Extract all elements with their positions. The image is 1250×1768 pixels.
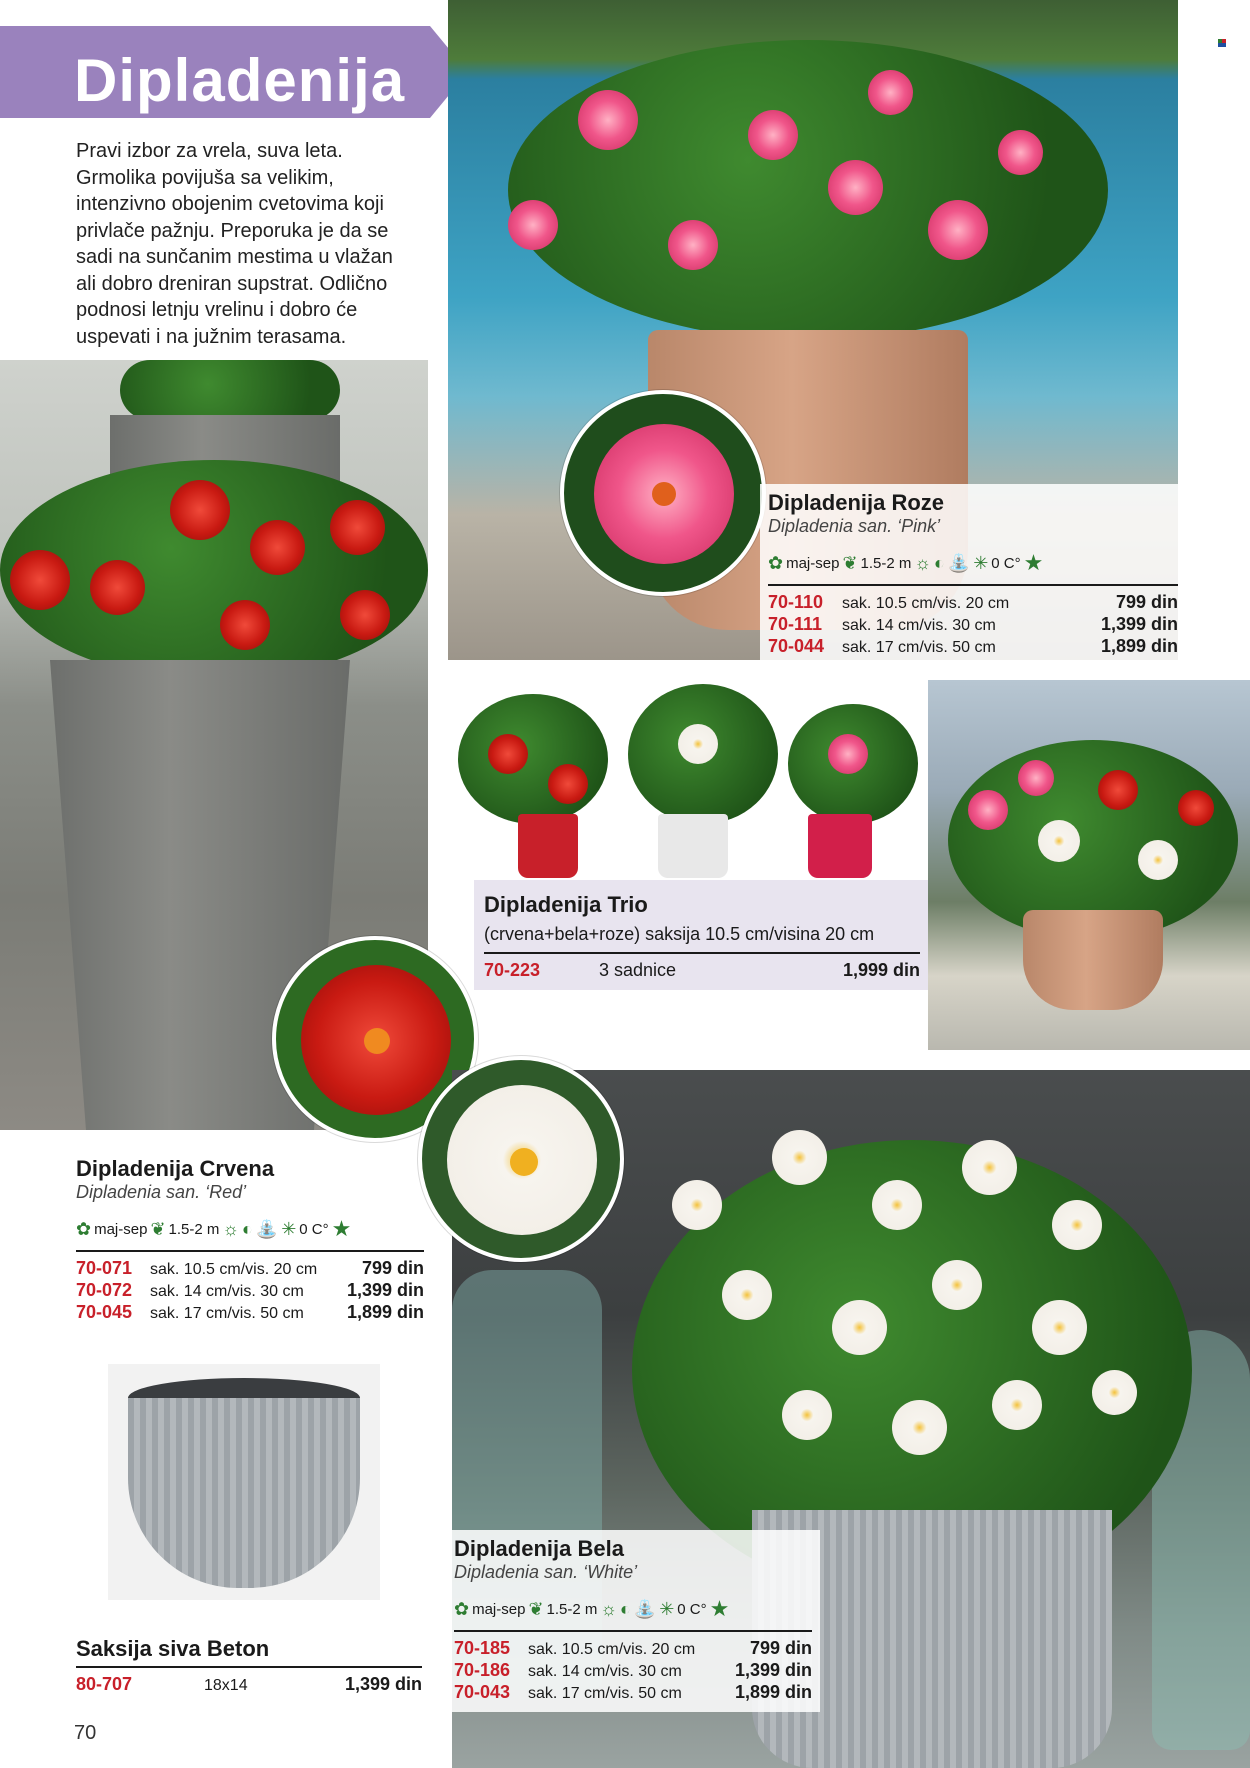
flower-icon: ✿ [768, 552, 784, 573]
min-temp: 0 C° [299, 1220, 329, 1238]
intro-text: Pravi izbor za vrela, suva leta. Grmolika povijuša sa velikim, intenzivno obojenim cvetovima koji privlače pažnju. Preporuka je da se sadi na sunčanim mestima u vlažan ali dobro dreniran supstrat. Odlično podnosi letnju vrelinu i dobro će uspevati i na južnim terasama. [76, 140, 393, 348]
price-row [768, 636, 1178, 658]
plant-height-icon: ❦ [842, 552, 858, 573]
price-row-trio [484, 960, 920, 982]
watering-can-icon: ⛲ [255, 1218, 279, 1239]
product-size: sak. 17 cm/vis. 50 cm [842, 639, 996, 656]
photo-dipladenija-mix [928, 680, 1250, 1050]
care-icons-crvena [76, 1216, 351, 1242]
star-icon: ★ [709, 1596, 730, 1621]
product-latin-crvena: Dipladenia san. ‘Red’ [76, 1182, 247, 1202]
product-size: sak. 10.5 cm/vis. 20 cm [528, 1641, 696, 1658]
divider-crvena [76, 1250, 424, 1252]
product-size: sak. 10.5 cm/vis. 20 cm [842, 595, 1010, 612]
divider-bela [454, 1630, 812, 1632]
plant-height-icon: ❦ [528, 1598, 544, 1619]
product-title-bela: Dipladenija Bela [454, 1536, 624, 1561]
divider-saksija [76, 1666, 422, 1668]
half-shade-icon: ◐ [619, 1598, 631, 1619]
page-title: Dipladenija [74, 47, 406, 114]
divider-trio [484, 952, 920, 954]
price-list-crvena [76, 1258, 424, 1324]
product-title-saksija: Saksija siva Beton [76, 1636, 270, 1661]
product-size: sak. 14 cm/vis. 30 cm [528, 1663, 682, 1680]
product-code: 70-223 [484, 960, 541, 980]
product-latin-bela: Dipladenia san. ‘White’ [454, 1562, 638, 1582]
closeup-pink-flower [560, 390, 766, 596]
product-size: sak. 17 cm/vis. 50 cm [150, 1305, 304, 1322]
price-list-bela [454, 1638, 812, 1704]
product-title-roze: Dipladenija Roze [768, 490, 945, 515]
watering-can-icon: ⛲ [633, 1598, 657, 1619]
product-price: 1,399 din [1100, 614, 1178, 634]
product-code: 70-111 [768, 614, 823, 634]
half-shade-icon: ◐ [241, 1218, 253, 1239]
product-price: 1,399 din [344, 1674, 422, 1694]
product-price: 799 din [361, 1258, 424, 1278]
star-icon: ★ [331, 1216, 352, 1241]
bloom-period: maj-sep [472, 1600, 526, 1618]
product-code: 80-707 [76, 1674, 133, 1694]
photo-saksija-siva-beton [108, 1364, 380, 1600]
product-code: 70-072 [76, 1280, 133, 1300]
closeup-white-flower [418, 1056, 624, 1262]
min-temp: 0 C° [677, 1600, 707, 1618]
product-code: 70-185 [454, 1638, 511, 1658]
price-row [454, 1682, 812, 1704]
frost-icon: ✳ [281, 1218, 297, 1239]
frost-icon: ✳ [659, 1598, 675, 1619]
product-code: 70-044 [768, 636, 825, 656]
price-row [768, 592, 1178, 614]
product-code: 70-045 [76, 1302, 133, 1322]
corner-logo-mark [1218, 34, 1226, 42]
product-price: 799 din [1115, 592, 1178, 612]
bloom-period: maj-sep [94, 1220, 148, 1238]
price-row [454, 1638, 812, 1660]
product-size: sak. 10.5 cm/vis. 20 cm [150, 1261, 318, 1278]
plant-height-icon: ❦ [150, 1218, 166, 1239]
price-row [76, 1302, 424, 1324]
divider-roze [768, 584, 1178, 586]
price-list-roze [768, 592, 1178, 658]
product-price: 1,399 din [346, 1280, 424, 1300]
price-row-saksija [76, 1674, 422, 1696]
product-size: sak. 17 cm/vis. 50 cm [528, 1685, 682, 1702]
plant-height: 1.5-2 m [860, 554, 912, 572]
product-price: 1,999 din [842, 960, 920, 980]
product-price: 1,399 din [734, 1660, 812, 1680]
product-price: 1,899 din [734, 1682, 812, 1702]
price-row [454, 1660, 812, 1682]
photo-dipladenija-trio [448, 664, 928, 886]
product-code: 70-110 [768, 592, 824, 612]
flower-icon: ✿ [454, 1598, 470, 1619]
product-title-trio: Dipladenija Trio [484, 892, 648, 917]
product-code: 70-186 [454, 1660, 511, 1680]
price-row [76, 1280, 424, 1302]
price-row [768, 614, 1178, 636]
product-quantity: 3 sadnice [599, 960, 677, 980]
product-code: 70-071 [76, 1258, 133, 1278]
product-desc-trio: (crvena+bela+roze) saksija 10.5 cm/visina 20 cm [484, 924, 875, 944]
plant-height: 1.5-2 m [168, 1220, 220, 1238]
product-code: 70-043 [454, 1682, 511, 1702]
product-price: 1,899 din [1100, 636, 1178, 656]
sun-icon: ☼ [914, 552, 931, 573]
page-number: 70 [74, 1722, 97, 1744]
care-icons-bela [454, 1596, 729, 1622]
product-size: sak. 14 cm/vis. 30 cm [150, 1283, 304, 1300]
product-size: sak. 14 cm/vis. 30 cm [842, 617, 996, 634]
sun-icon: ☼ [600, 1598, 617, 1619]
star-icon: ★ [1023, 550, 1044, 575]
watering-can-icon: ⛲ [947, 552, 971, 573]
product-title-crvena: Dipladenija Crvena [76, 1156, 275, 1181]
sun-icon: ☼ [222, 1218, 239, 1239]
price-row [76, 1258, 424, 1280]
bloom-period: maj-sep [786, 554, 840, 572]
product-size: 18x14 [204, 1677, 248, 1694]
product-price: 799 din [749, 1638, 812, 1658]
flower-icon: ✿ [76, 1218, 92, 1239]
plant-height: 1.5-2 m [546, 1600, 598, 1618]
product-price: 1,899 din [346, 1302, 424, 1322]
product-latin-roze: Dipladenia san. ‘Pink’ [768, 516, 941, 536]
min-temp: 0 C° [991, 554, 1021, 572]
frost-icon: ✳ [973, 552, 989, 573]
half-shade-icon: ◐ [933, 552, 945, 573]
care-icons-roze [768, 550, 1043, 576]
